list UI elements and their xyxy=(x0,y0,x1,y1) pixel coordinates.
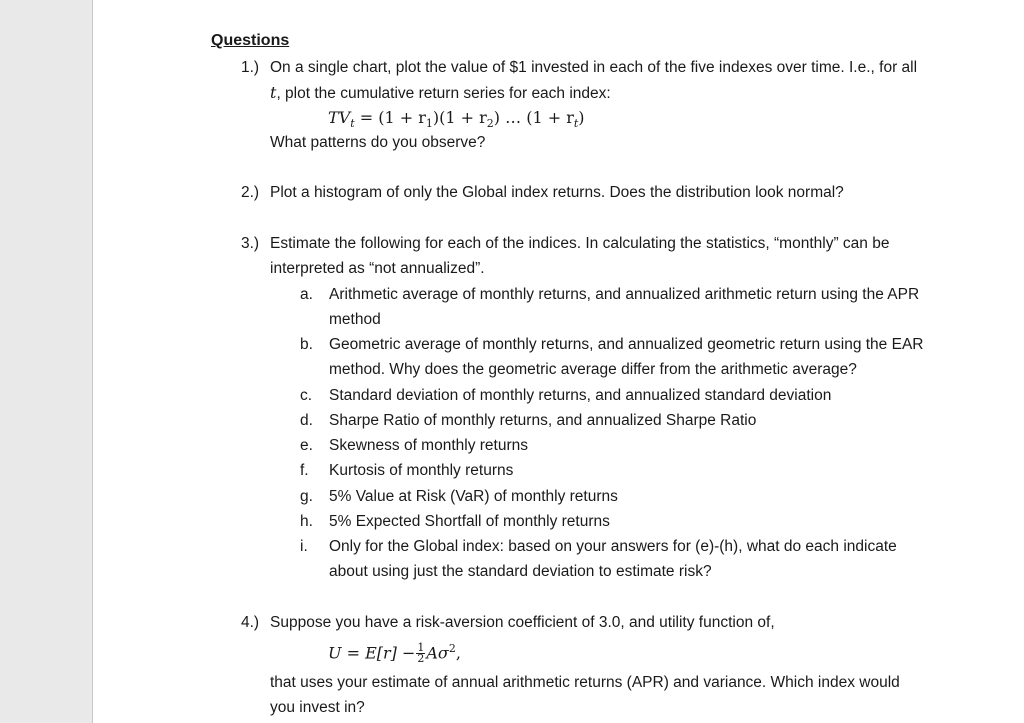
formula-tv: TV xyxy=(328,108,351,127)
utility-formula-comma: , xyxy=(455,643,461,663)
formula-sub-t: t xyxy=(350,117,355,131)
utility-formula-left: U = E[r] − xyxy=(328,643,416,663)
formula-sub-2: 2 xyxy=(486,117,494,131)
utility-formula-exponent: 2 xyxy=(448,642,456,655)
q3-item-h-letter: h. xyxy=(300,513,313,530)
utility-formula-fraction xyxy=(416,643,425,664)
q1-number: 1.) xyxy=(241,59,260,76)
q1-variable-t: t xyxy=(270,83,277,102)
q2-number: 2.) xyxy=(241,184,260,201)
page-title: Questions xyxy=(211,32,290,49)
q3-item-c-letter: c. xyxy=(300,387,313,404)
q3-item-e-letter: e. xyxy=(300,437,313,454)
q3-item-b-line1: Geometric average of monthly returns, and annualized geometric return using the EAR xyxy=(329,336,924,353)
q1-line2-text: , plot the cumulative return series for each index: xyxy=(276,85,611,102)
q3-item-b-line2: method. Why does the geometric average differ from the arithmetic average? xyxy=(329,361,857,378)
q3-item-d-letter: d. xyxy=(300,412,313,429)
q4-utility-formula xyxy=(328,639,461,664)
q4-line2: that uses your estimate of annual arithmetic returns (APR) and variance. Which index would xyxy=(270,674,900,691)
q3-item-i-line1: Only for the Global index: based on your answers for (e)-(h), what do each indicate xyxy=(329,538,897,555)
q1-line2 xyxy=(270,83,611,104)
q3-number: 3.) xyxy=(241,235,260,252)
q3-item-d-line1: Sharpe Ratio of monthly returns, and annualized Sharpe Ratio xyxy=(329,412,757,429)
q3-item-a-letter: a. xyxy=(300,286,313,303)
fraction-numerator: 1 xyxy=(417,641,425,655)
formula-part4: ) xyxy=(578,108,585,127)
fraction-denominator: 2 xyxy=(417,652,425,666)
q2-line1: Plot a histogram of only the Global index returns. Does the distribution look normal? xyxy=(270,184,844,201)
formula-part2: )(1 + r xyxy=(432,108,487,127)
q3-line2: interpreted as “not annualized”. xyxy=(270,260,485,277)
q1-formula xyxy=(328,108,585,134)
q3-item-c-line1: Standard deviation of monthly returns, and annualized standard deviation xyxy=(329,387,832,404)
q3-item-g-letter: g. xyxy=(300,488,313,505)
q3-item-g-line1: 5% Value at Risk (VaR) of monthly returns xyxy=(329,488,618,505)
q3-line1: Estimate the following for each of the indices. In calculating the statistics, “monthly” can be xyxy=(270,235,890,252)
q4-line3: you invest in? xyxy=(270,699,365,716)
q3-item-f-letter: f. xyxy=(300,462,309,479)
q3-item-b-letter: b. xyxy=(300,336,313,353)
q3-item-f-line1: Kurtosis of monthly returns xyxy=(329,462,514,479)
q4-number: 4.) xyxy=(241,614,260,631)
formula-sub-rt: t xyxy=(573,117,579,131)
document-left-margin xyxy=(0,0,93,723)
q4-line1: Suppose you have a risk-aversion coefficient of 3.0, and utility function of, xyxy=(270,614,775,631)
q3-item-a-line1: Arithmetic average of monthly returns, and annualized arithmetic return using the APR xyxy=(329,286,920,303)
q3-item-i-line2: about using just the standard deviation to estimate risk? xyxy=(329,563,712,580)
q3-item-a-line2: method xyxy=(329,311,381,328)
q3-item-i-letter: i. xyxy=(300,538,308,555)
formula-part1: = (1 + r xyxy=(354,108,426,127)
q3-item-h-line1: 5% Expected Shortfall of monthly returns xyxy=(329,513,610,530)
formula-sub-1: 1 xyxy=(425,117,433,131)
utility-formula-right: Aσ xyxy=(426,643,449,663)
q3-item-e-line1: Skewness of monthly returns xyxy=(329,437,529,454)
formula-part3: ) … (1 + r xyxy=(493,108,574,127)
q1-line1: On a single chart, plot the value of $1 invested in each of the five indexes over time. I.e., for all xyxy=(270,59,918,76)
q1-line3: What patterns do you observe? xyxy=(270,134,486,151)
